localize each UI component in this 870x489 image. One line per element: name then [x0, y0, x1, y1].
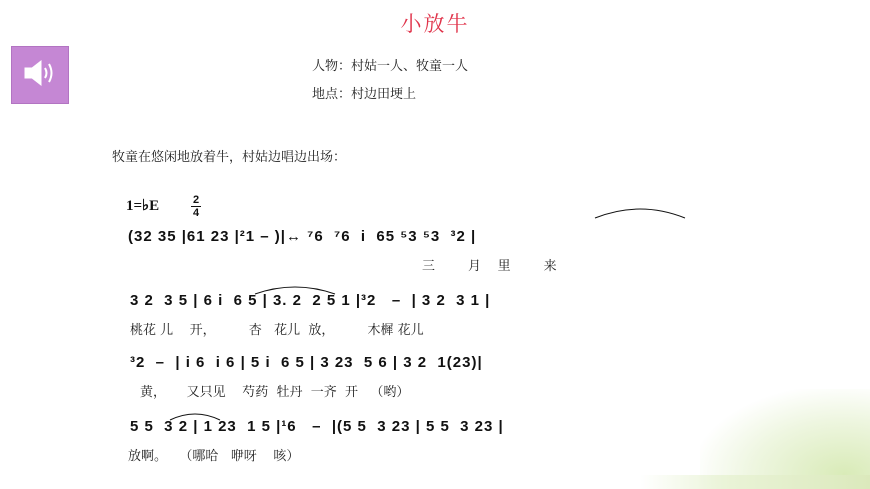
time-signature-top: 2	[192, 194, 200, 206]
lyrics-line-2: 桃花 儿 开， 杏 花儿 放， 木樨 花儿	[130, 323, 424, 338]
lyrics-line-1: 三 月 里 来	[422, 259, 557, 274]
key-signature: 1=♭E	[126, 198, 160, 214]
slur-mark	[165, 408, 225, 422]
notation-line-1: (32 35 |61 23 |²1 – )|↔ ⁷6 ⁷6 i 65 ⁵3 ⁵3 ³2 |	[128, 228, 477, 245]
notation-line-3: ³2 – | i 6 i 6 | 5 i 6 5 | 3 23 5 6 | 3 2 1(23)|	[130, 354, 483, 371]
background-decoration-strip	[640, 475, 870, 489]
lyrics-line-3: 黄， 又只见 芍药 牡丹 一齐 开 （哟）	[140, 385, 410, 400]
audio-play-button[interactable]	[11, 46, 69, 104]
notation-line-4: 5 5 3 2 | 1 23 1 5 |¹6 – |(5 5 3 23 | 5 5 3 23 |	[130, 418, 504, 435]
song-title: 小放牛	[400, 12, 470, 36]
slur-mark	[590, 200, 690, 220]
lyrics-line-4: 放啊。 （哪哈 咿呀 咳）	[128, 449, 300, 464]
stage-direction: 牧童在悠闲地放着牛，村姑边唱边出场：	[112, 150, 347, 165]
background-decoration	[700, 389, 870, 489]
characters-line: 人物：村姑一人、牧童一人	[312, 59, 469, 74]
time-signature-bottom: 4	[192, 207, 200, 219]
notation-line-2: 3 2 3 5 | 6 i 6 5 | 3. 2 2 5 1 |³2 – | 3 2 3 1 |	[130, 292, 491, 309]
slur-mark	[250, 280, 340, 296]
speaker-icon	[21, 58, 59, 92]
location-line: 地点：村边田埂上	[312, 87, 417, 102]
time-signature	[191, 194, 201, 219]
